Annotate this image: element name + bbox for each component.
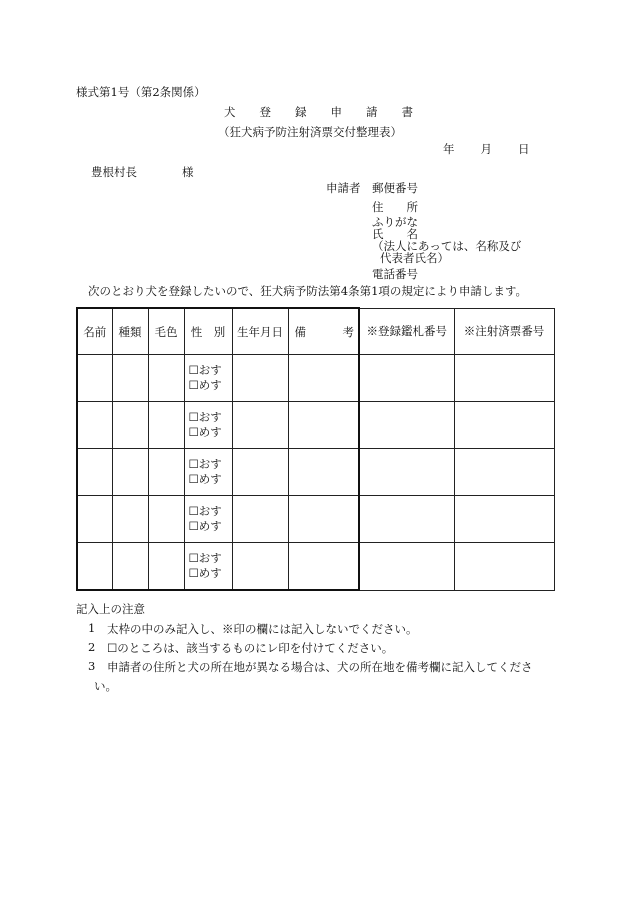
sex-option-female[interactable]: ☐めす <box>188 566 222 580</box>
header-injection-tag-no: ※注射済票番号 <box>454 308 554 355</box>
postal-code-label: 郵便番号 <box>372 181 418 195</box>
note-text: 申請者の住所と犬の所在地が異なる場合は、犬の所在地を備考欄に記入してくださ <box>107 660 533 674</box>
header-license-tag-no: ※登録鑑札番号 <box>359 308 454 355</box>
sex-option-female[interactable]: ☐めす <box>188 472 222 486</box>
cell-name[interactable] <box>77 355 112 402</box>
title-char: 書 <box>401 105 413 119</box>
corporate-note-cont: 代表者氏名） <box>380 251 449 265</box>
cell-sex <box>184 543 232 591</box>
sex-option-female[interactable]: ☐めす <box>188 425 222 439</box>
cell-injection-tag-no <box>454 355 554 402</box>
phone-label: 電話番号 <box>372 267 418 281</box>
cell-coat-color[interactable] <box>148 496 184 543</box>
date-fields <box>443 141 530 157</box>
cell-name[interactable] <box>77 449 112 496</box>
cell-coat-color[interactable] <box>148 402 184 449</box>
cell-breed[interactable] <box>112 355 148 402</box>
cell-coat-color[interactable] <box>148 449 184 496</box>
cell-license-tag-no <box>359 355 454 402</box>
title-char: 申 <box>330 105 342 119</box>
date-month-label: 月 <box>480 142 492 156</box>
note-text: 太枠の中のみ記入し、※印の欄には記入しないでください。 <box>107 622 418 636</box>
cell-sex <box>184 402 232 449</box>
table-row <box>77 355 554 402</box>
sex-option-female[interactable]: ☐めす <box>188 519 222 533</box>
header-remarks-left: 備 <box>294 324 306 339</box>
header-birth-date: 生年月日 <box>232 308 288 355</box>
cell-breed[interactable] <box>112 543 148 591</box>
sex-option-female[interactable]: ☐めす <box>188 378 222 392</box>
cell-license-tag-no <box>359 449 454 496</box>
table-row <box>77 496 554 543</box>
cell-coat-color[interactable] <box>148 543 184 591</box>
cell-name[interactable] <box>77 496 112 543</box>
cell-birth-date[interactable] <box>232 355 288 402</box>
header-name: 名前 <box>77 308 112 355</box>
notes-heading: 記入上の注意 <box>76 602 145 616</box>
cell-name[interactable] <box>77 543 112 591</box>
cell-injection-tag-no <box>454 496 554 543</box>
title-char: 請 <box>366 105 378 119</box>
table-row <box>77 449 554 496</box>
cell-license-tag-no <box>359 402 454 449</box>
form-number: 様式第1号（第2条関係） <box>76 85 206 99</box>
sex-option-male[interactable]: ☐おす <box>188 410 222 424</box>
note-number: 3 <box>88 659 96 673</box>
cell-breed[interactable] <box>112 496 148 543</box>
cell-remarks[interactable] <box>288 449 359 496</box>
cell-sex <box>184 449 232 496</box>
header-breed: 種類 <box>112 308 148 355</box>
header-remarks-right: 考 <box>342 324 354 339</box>
date-year-label: 年 <box>443 142 455 156</box>
cell-birth-date[interactable] <box>232 402 288 449</box>
header-remarks <box>288 308 359 355</box>
header-sex: 性 別 <box>184 308 232 355</box>
name-label: 氏 名 <box>372 227 418 241</box>
date-day-label: 日 <box>518 142 530 156</box>
table-header-row <box>77 308 554 355</box>
title-char: 録 <box>295 105 307 119</box>
sex-option-male[interactable]: ☐おす <box>188 551 222 565</box>
note-text-continuation: い。 <box>94 679 117 693</box>
application-statement: 次のとおり犬を登録したいので、狂犬病予防法第4条第1項の規定により申請します。 <box>88 284 527 298</box>
addressee-honorific: 様 <box>182 165 194 179</box>
cell-birth-date[interactable] <box>232 543 288 591</box>
cell-sex <box>184 355 232 402</box>
cell-injection-tag-no <box>454 543 554 591</box>
note-number: 1 <box>88 621 96 635</box>
title-char: 犬 <box>224 105 236 119</box>
form-subtitle: （狂犬病予防注射済票交付整理表） <box>218 125 402 139</box>
cell-remarks[interactable] <box>288 402 359 449</box>
dog-registration-table <box>76 307 555 591</box>
table-row <box>77 543 554 591</box>
cell-injection-tag-no <box>454 402 554 449</box>
cell-remarks[interactable] <box>288 543 359 591</box>
cell-license-tag-no <box>359 543 454 591</box>
cell-remarks[interactable] <box>288 355 359 402</box>
cell-name[interactable] <box>77 402 112 449</box>
applicant-label: 申請者 <box>326 181 361 195</box>
cell-remarks[interactable] <box>288 496 359 543</box>
corporate-note: （法人にあっては、名称及び <box>372 239 522 253</box>
title-char: 登 <box>259 105 271 119</box>
cell-sex <box>184 496 232 543</box>
cell-injection-tag-no <box>454 449 554 496</box>
sex-option-male[interactable]: ☐おす <box>188 363 222 377</box>
furigana-label: ふりがな <box>372 215 418 229</box>
addressee-name: 豊根村長 <box>91 165 137 179</box>
header-coat-color: 毛色 <box>148 308 184 355</box>
note-number: 2 <box>88 640 96 654</box>
cell-birth-date[interactable] <box>232 496 288 543</box>
cell-license-tag-no <box>359 496 454 543</box>
sex-option-male[interactable]: ☐おす <box>188 457 222 471</box>
cell-breed[interactable] <box>112 449 148 496</box>
sex-option-male[interactable]: ☐おす <box>188 504 222 518</box>
cell-breed[interactable] <box>112 402 148 449</box>
form-title <box>224 104 413 120</box>
cell-coat-color[interactable] <box>148 355 184 402</box>
note-text: ☐のところは、該当するものにレ印を付けてください。 <box>107 641 394 655</box>
table-row <box>77 402 554 449</box>
address-label: 住 所 <box>372 200 418 214</box>
cell-birth-date[interactable] <box>232 449 288 496</box>
